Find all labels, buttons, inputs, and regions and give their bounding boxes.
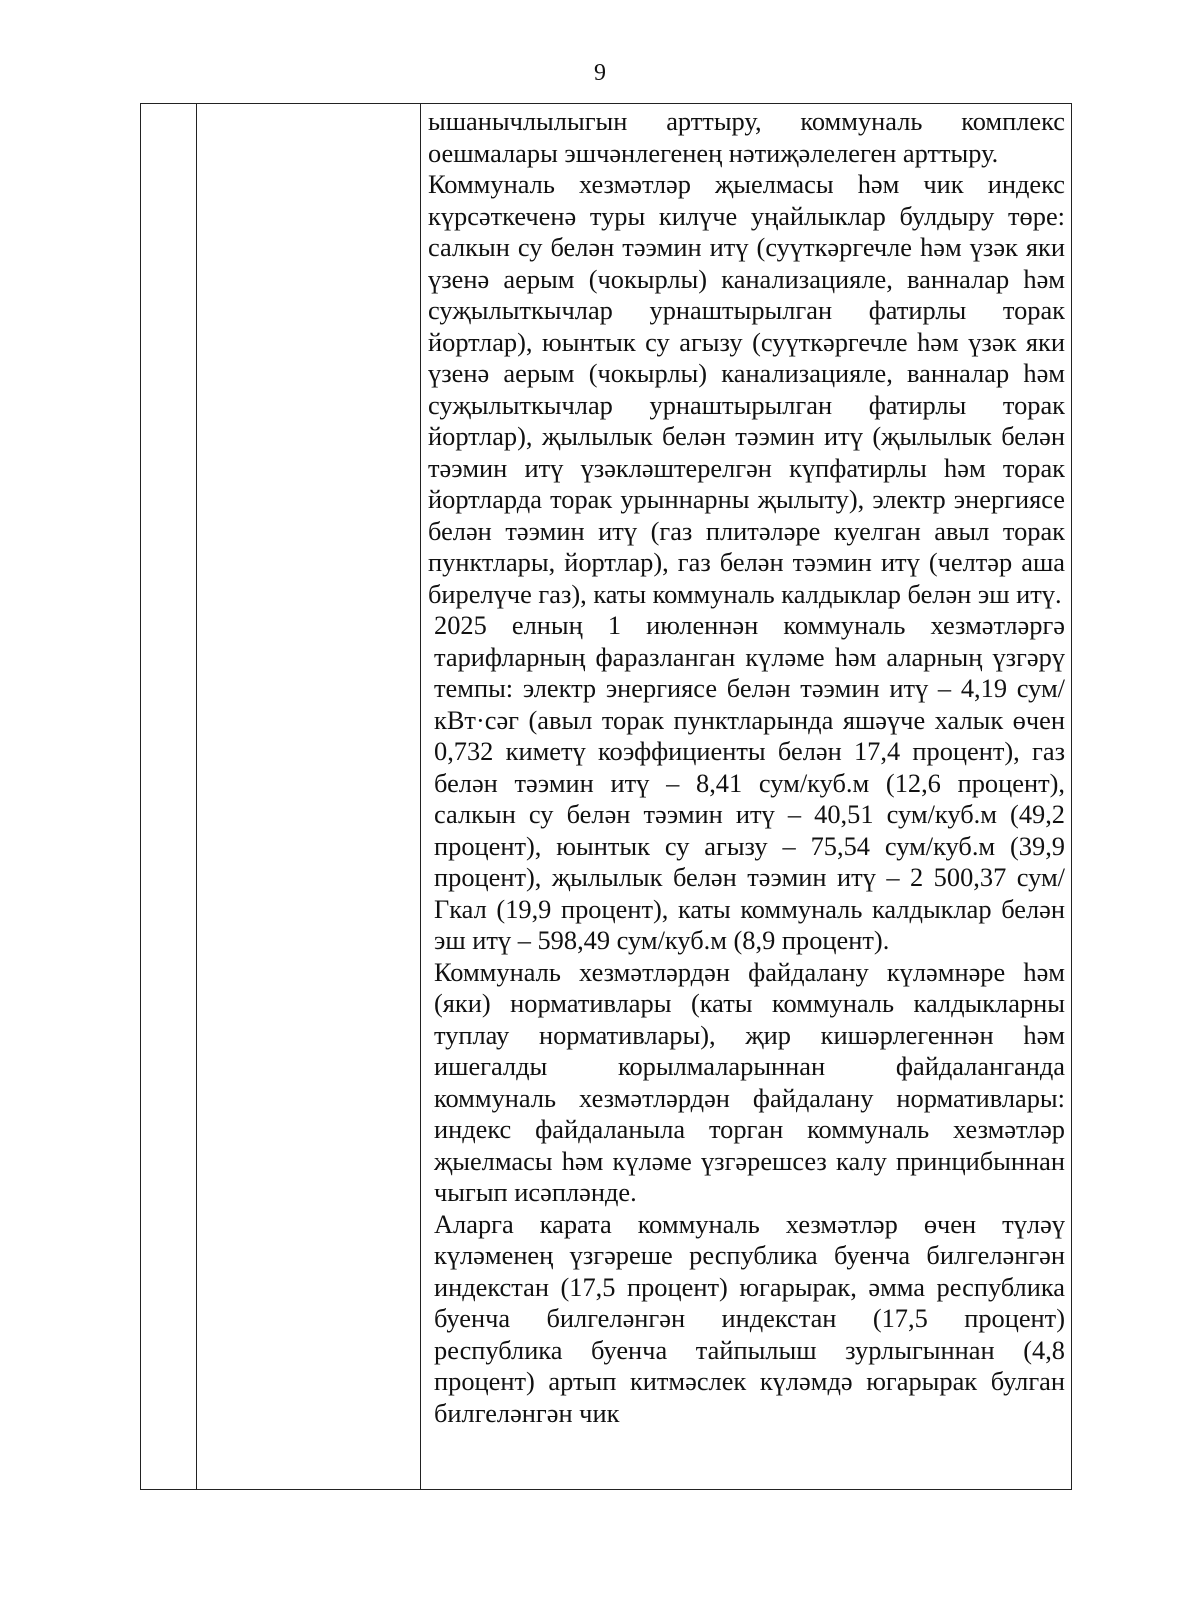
- paragraph-4: Коммуналь хезмәтләрдән файдалану күләмнәре һәм (яки) нормативлары (каты коммуналь калдыкларны туплау нормативлары), җир кишәрлегеннән һәм ишегалды корылмаларыннан файдаланганда коммуналь хезмәтләрдән файдалану нормативлары: индекс файдаланыла торган коммуналь хезмәтләр җыелмасы һәм күләме үзгәрешсез калу принцибыннан чыгып исәпләнде.: [434, 956, 1065, 1207]
- column-divider-2: [420, 104, 421, 1489]
- paragraph-5: Аларга карата коммуналь хезмәтләр өчен түләү күләменең үзгәреше республика буенча билгеләнгән индекстан (17,5 процент) югарырак, әмма республика буенча билгеләнгән индекстан (17,5 процент) республика буенча тайпылыш зурлыгыннан (4,8 процент) артып китмәслек күләмдә югарырак булган билгеләнгән чик: [434, 1208, 1065, 1428]
- page-number: 9: [594, 60, 606, 86]
- document-table: [140, 103, 1072, 1490]
- paragraph-3: 2025 елның 1 июленнән коммуналь хезмәтләргә тарифларның фаразланган күләме һәм аларның үзгәрү темпы: электр энергиясе белән тәэмин итү – 4,19 сум/кВт·сәг (авыл торак пунктларында яшәүче халык өчен 0,732 киметү коэффициенты белән 17,4 процент), газ белән тәэмин итү – 8,41 сум/куб.м (12,6 процент), салкын су белән тәэмин итү – 40,51 сум/куб.м (49,2 процент), юынтык су агызу – 75,54 сум/куб.м (39,9 процент), җылылык белән тәэмин итү – 2 500,37 сум/Гкал (19,9 процент), каты коммуналь калдыклар белән эш итү – 598,49 сум/куб.м (8,9 процент).: [434, 610, 1065, 955]
- column-divider-1: [196, 104, 197, 1489]
- text-cell: [428, 106, 1065, 1429]
- paragraph-2: Коммуналь хезмәтләр җыелмасы һәм чик индекс күрсәткеченә туры килүче уңайлыклар булдыру төре: салкын су белән тәэмин итү (суүткәргечле һәм үзәк яки үзенә аерым (чокырлы) канализацияле, ванналар һәм суҗылыткычлар урнаштырылган фатирлы торак йортлар), юынтык су агызу (суүткәргечле һәм үзәк яки үзенә аерым (чокырлы) канализацияле, ванналар һәм суҗылыткычлар урнаштырылган фатирлы торак йортлар), җылылык белән тәэмин итү (җылылык белән тәэмин итү үзәкләштерелгән күпфатирлы һәм торак йортларда торак урыннарны җылыту), электр энергиясе белән тәэмин итү (газ плитәләре куелган авыл торак пунктлары, йортлар), газ белән тәэмин итү (челтәр аша бирелүче газ), каты коммуналь калдыклар белән эш итү.: [428, 169, 1065, 609]
- paragraph-1: ышанычлылыгын арттыру, коммуналь комплекс оешмалары эшчәнлегенең нәтиҗәлелеген арттыру.: [428, 106, 1065, 168]
